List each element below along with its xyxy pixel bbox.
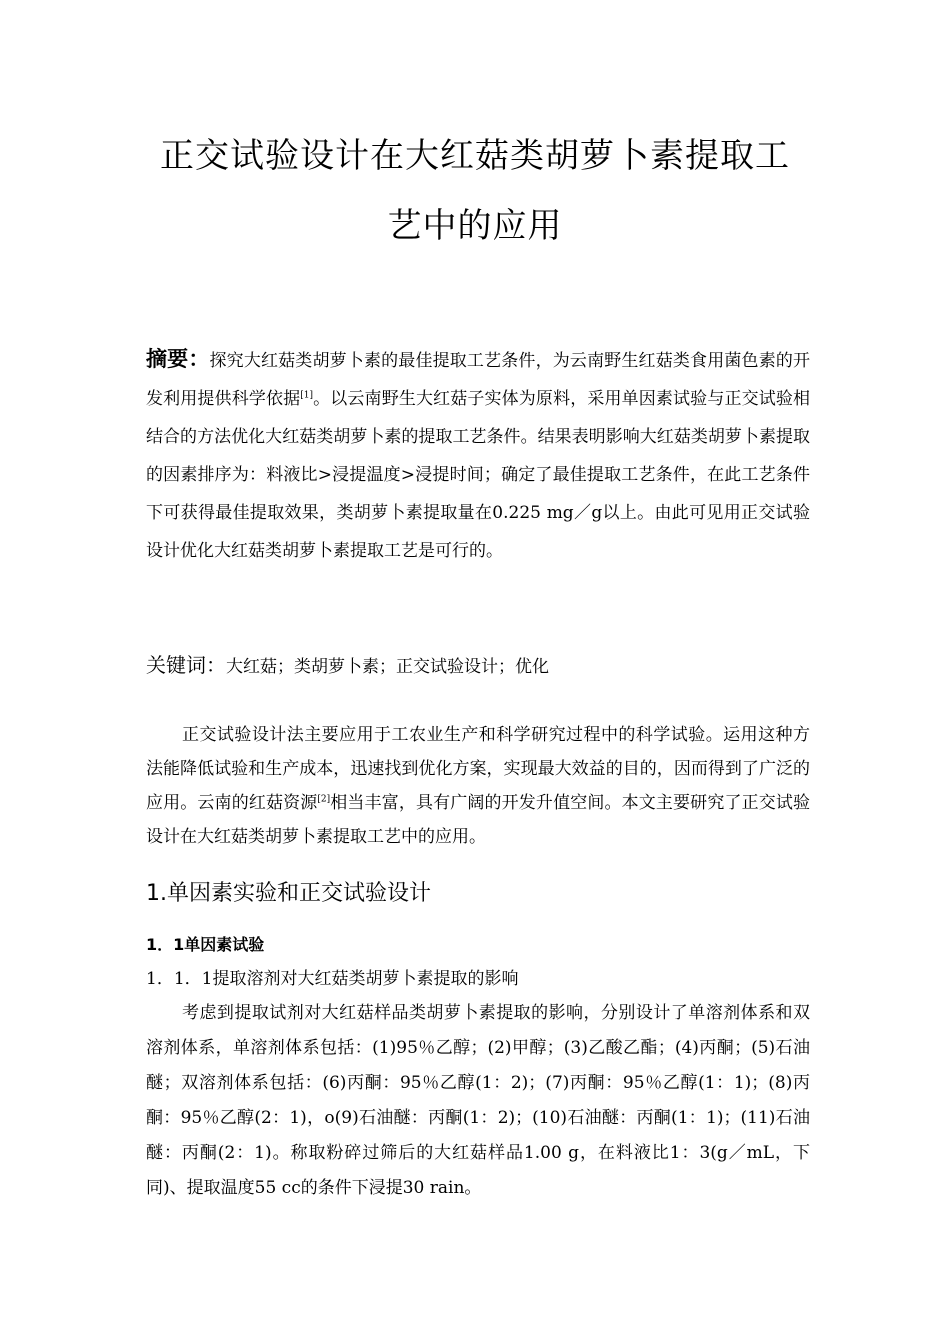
section-1-1-1-paragraph: 考虑到提取试剂对大红菇样品类胡萝卜素提取的影响，分别设计了单溶剂体系和双溶剂体系，单溶剂体系包括：(1)95％乙醇；(2)甲醇；(3)乙酸乙酯；(4)丙酮；(5)石油醚；双溶剂体系包括：(6)丙酮：95％乙醇(1：2)；(7)丙酮：95％乙醇(1：1)；(8)丙酮：95％乙醇(2：1)，o(9)石油醚：丙酮(1：2)；(10)石油醚：丙酮(1：1)；(11)石油醚：丙酮(2：1)。称取粉碎过筛后的大红菇样品1.00 g，在料液比1：3(g／mL，下同)、提取温度55 cc的条件下浸提30 rain。: [146, 1003, 810, 1198]
section-heading-1: 1.单因素实验和正交试验设计: [146, 881, 431, 906]
abstract-text-2: 。以云南野生大红菇子实体为原料，采用单因素试验与正交试验相结合的方法优化大红菇类胡萝卜素的提取工艺条件。结果表明影响大红菇类胡萝卜素提取的因素排序为：料液比>浸提温度>浸提时间；确定了最佳提取工艺条件，在此工艺条件下可获得最佳提取效果，类胡萝卜素提取量在0.225 mg／g以上。由此可见用正交试验设计优化大红菇类胡萝卜素提取工艺是可行的。: [146, 389, 811, 561]
paper-title-line-2: 艺中的应用: [387, 206, 563, 246]
abstract-label: 摘要：: [146, 347, 210, 371]
subsubsection-heading-1-1-1: 1．1．1提取溶剂对大红菇类胡萝卜素提取的影响: [146, 969, 519, 989]
intro-text-2: 相当丰富，具有广阔的开发升值空间。本文主要研究了正交试验设计在大红菇类胡萝卜素提取工艺中的应用。: [146, 793, 811, 847]
citation-ref-2: [2]: [317, 794, 331, 805]
subsection-heading-1-1: 1．1单因素试验: [146, 935, 265, 954]
intro-text-1: 正交试验设计法主要应用于工农业生产和科学研究过程中的科学试验。运用这种方法能降低试验和生产成本，迅速找到优化方案，实现最大效益的目的，因而得到了广泛的应用。云南的红菇资源: [146, 725, 810, 813]
abstract: [146, 340, 810, 570]
keywords-text: 大红菇；类胡萝卜素；正交试验设计；优化: [226, 657, 549, 677]
citation-ref-1: [1]: [300, 390, 313, 401]
keywords-label: 关键词：: [146, 653, 226, 677]
keywords: [146, 648, 810, 684]
paper-title-line-1: 正交试验设计在大红菇类胡萝卜素提取工: [160, 136, 790, 176]
intro-paragraph: [146, 718, 810, 854]
abstract-text-1: 探究大红菇类胡萝卜素的最佳提取工艺条件，为云南野生红菇类食用菌色素的开发利用提供科学依据: [146, 351, 811, 409]
